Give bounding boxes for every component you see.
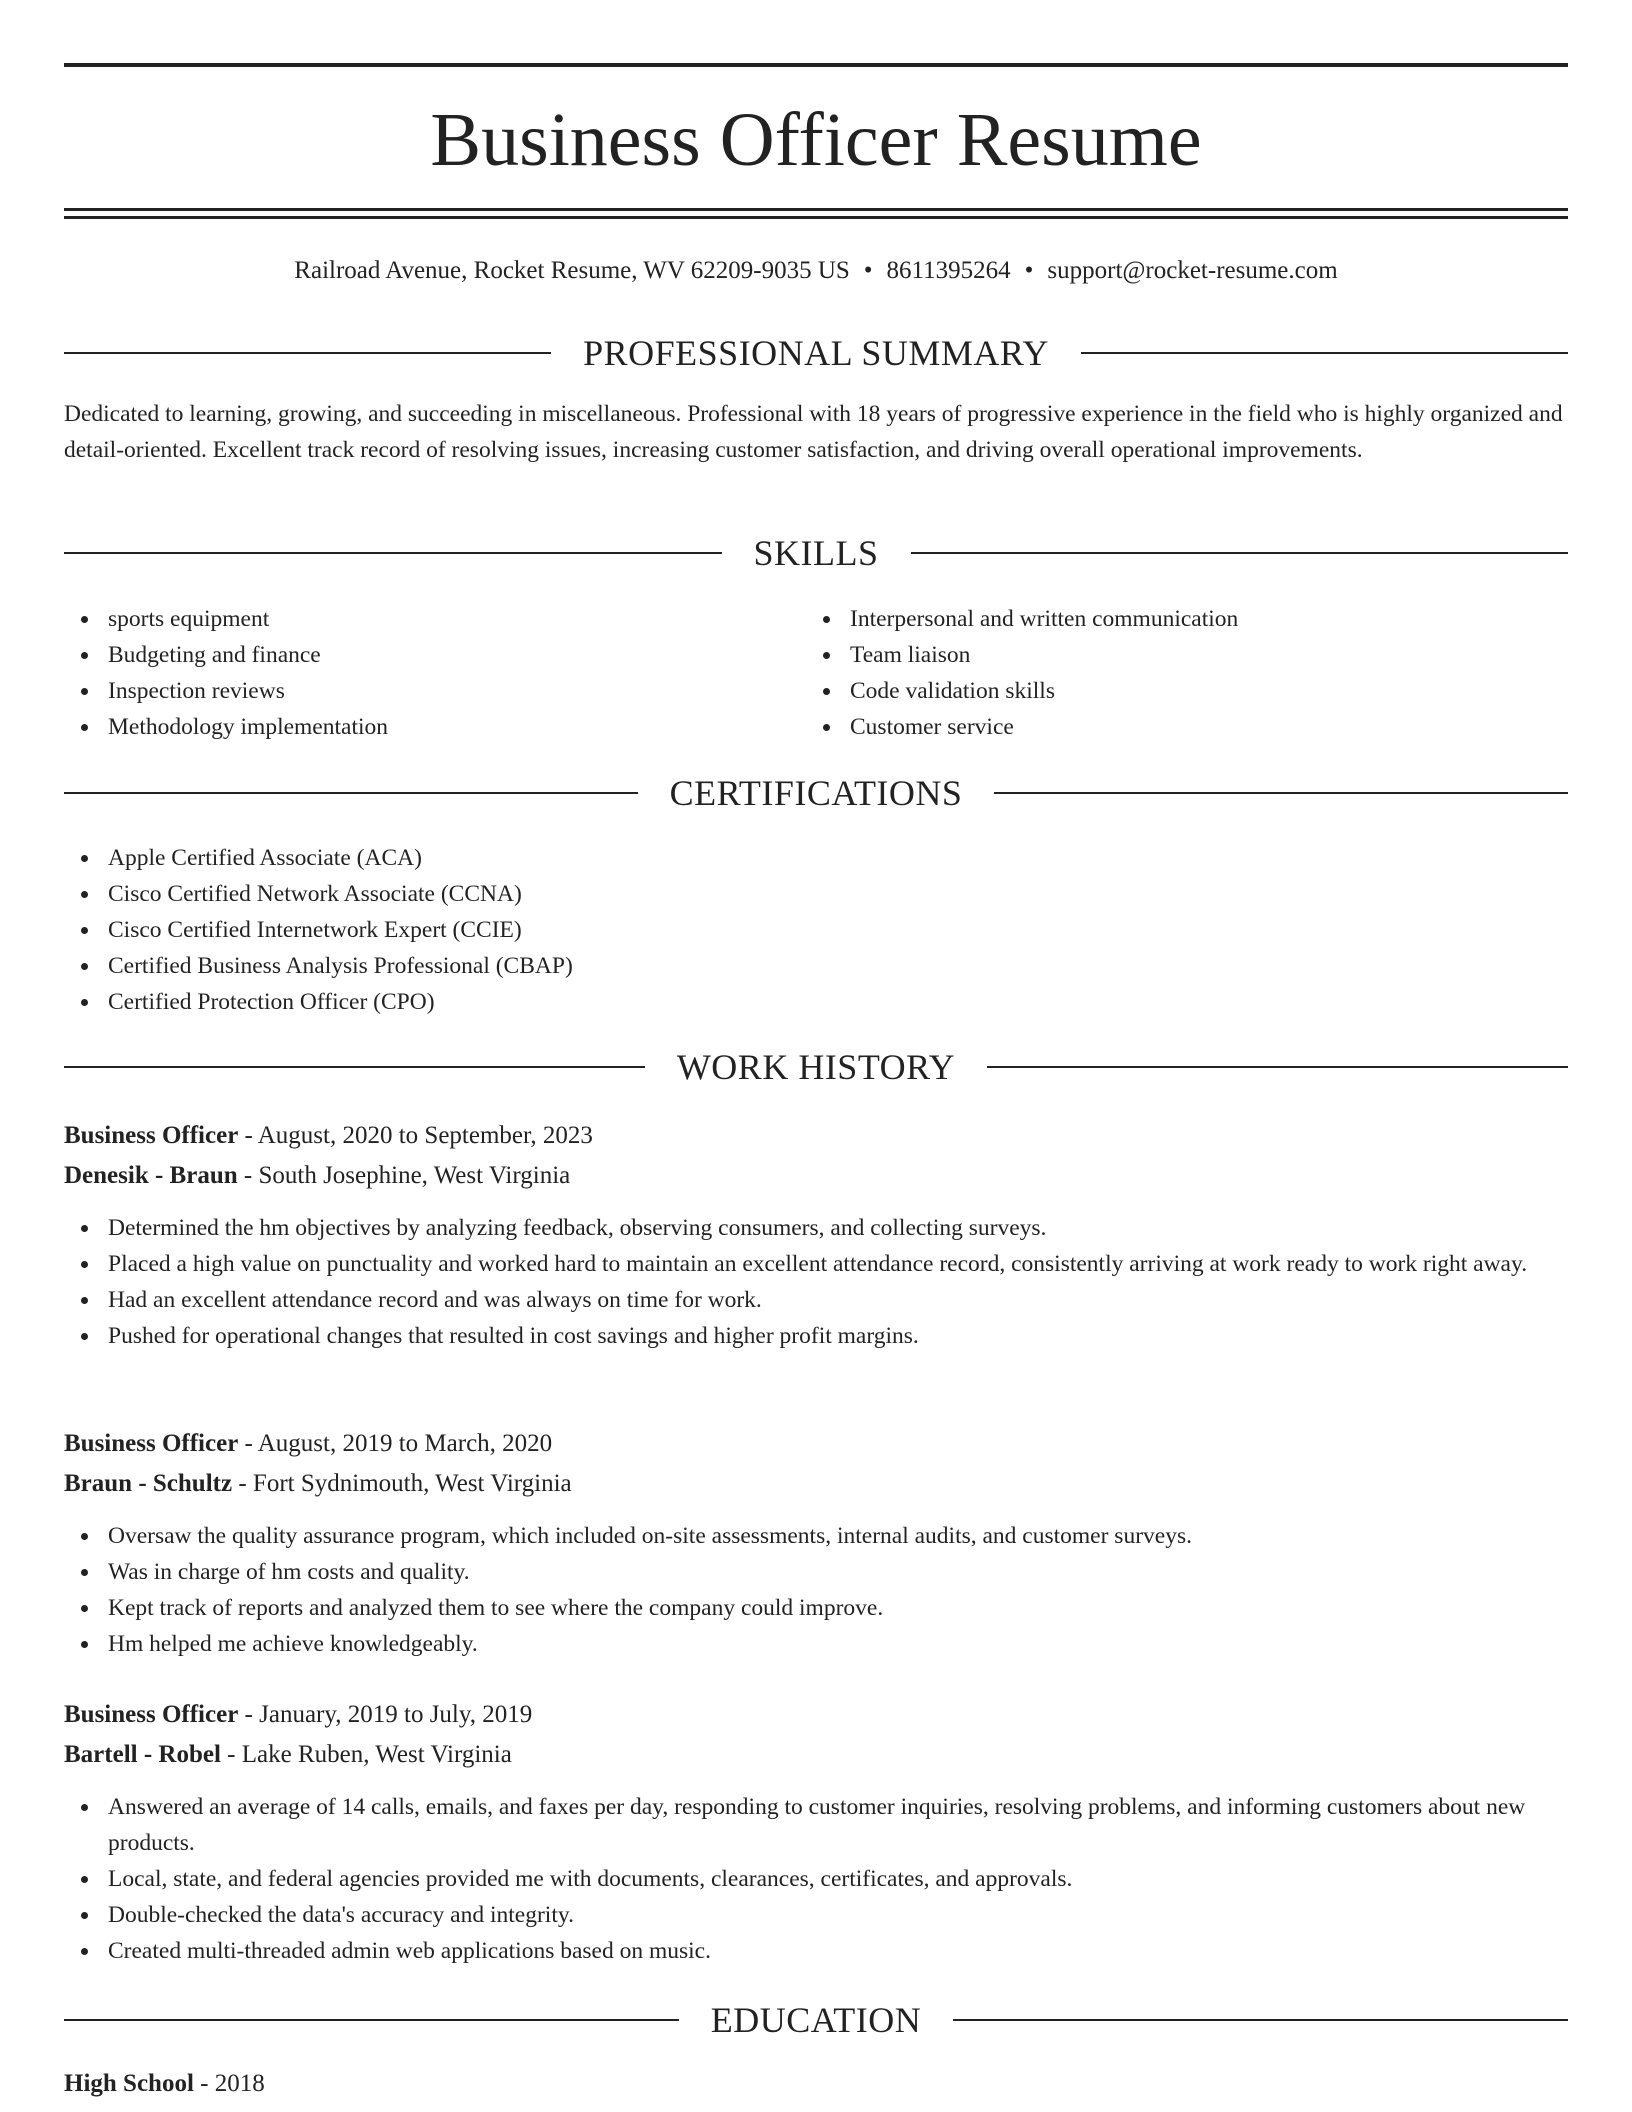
skills-heading	[64, 531, 1568, 575]
job-title: Business Officer	[64, 1430, 239, 1457]
education-line	[64, 2064, 1568, 2104]
job-bullet-item: Placed a high value on punctuality and worked hard to maintain an excellent attendance record, consistently arriving at work ready to work right away.	[64, 1246, 1568, 1282]
contact-email: support@rocket-resume.com	[1047, 257, 1338, 284]
bullet-dot	[81, 1912, 88, 1919]
skills-list-left	[64, 601, 804, 745]
bullet-dot	[81, 1261, 88, 1268]
job-dates: - August, 2019 to March, 2020	[238, 1430, 553, 1457]
title-rule-lower	[64, 216, 1568, 219]
bullet-dot	[81, 1605, 88, 1612]
certification-item: Cisco Certified Network Associate (CCNA)	[64, 876, 1568, 912]
skill-item: Team liaison	[806, 637, 1566, 673]
education-degree: High School	[64, 2070, 194, 2097]
bullet-dot	[81, 616, 88, 623]
job-bullet-item: Created multi-threaded admin web applications based on music.	[64, 1933, 1568, 1969]
skill-item: Budgeting and finance	[64, 637, 804, 673]
summary-heading	[64, 331, 1568, 375]
heading-rule-right	[1081, 352, 1568, 354]
title-rule-upper	[64, 208, 1568, 211]
job-title-line	[64, 1116, 1568, 1156]
certification-item: Apple Certified Associate (ACA)	[64, 840, 1568, 876]
bullet-dot	[81, 1297, 88, 1304]
job-bullet-item: Had an excellent attendance record and was always on time for work.	[64, 1282, 1568, 1318]
bullet-dot	[81, 891, 88, 898]
job-bullet-item: Double-checked the data's accuracy and integrity.	[64, 1897, 1568, 1933]
job-bullet-item: Was in charge of hm costs and quality.	[64, 1554, 1568, 1590]
heading-rule-right	[987, 1066, 1568, 1068]
job-bullet-item: Local, state, and federal agencies provided me with documents, clearances, certificates, and approvals.	[64, 1861, 1568, 1897]
heading-rule-left	[64, 2019, 679, 2021]
contact-address: Railroad Avenue, Rocket Resume, WV 62209-9035 US	[294, 257, 850, 284]
contact-separator: •	[1024, 257, 1034, 284]
skill-item: Inspection reviews	[64, 673, 804, 709]
bullet-dot	[81, 999, 88, 1006]
job-company-line	[64, 1735, 1568, 1775]
bullet-dot	[81, 724, 88, 731]
bullet-dot	[81, 1533, 88, 1540]
job-dates: - August, 2020 to September, 2023	[238, 1122, 593, 1149]
job-bullet-item: Determined the hm objectives by analyzing feedback, observing consumers, and collecting surveys.	[64, 1210, 1568, 1246]
job-company-line	[64, 1156, 1568, 1196]
job-bullet-item: Kept track of reports and analyzed them to see where the company could improve.	[64, 1590, 1568, 1626]
contact-phone: 8611395264	[886, 257, 1011, 284]
job-bullets	[64, 1210, 1568, 1354]
bullet-dot	[823, 616, 830, 623]
summary-text: Dedicated to learning, growing, and succeeding in miscellaneous. Professional with 18 years of progressive experience in the field who is highly organized and detail-oriented. Excellent track record of resolving issues, increasing customer satisfaction, and driving overall operational improvements.	[64, 401, 1563, 463]
certifications-heading-label: CERTIFICATIONS	[669, 773, 963, 813]
job-company: Bartell - Robel	[64, 1741, 221, 1768]
bullet-dot	[81, 1804, 88, 1811]
contact-line	[64, 254, 1568, 288]
education-heading	[64, 1998, 1568, 2042]
heading-rule-left	[64, 1066, 645, 1068]
skills-heading-label: SKILLS	[753, 533, 879, 573]
job-dates: - January, 2019 to July, 2019	[238, 1701, 533, 1728]
bullet-dot	[81, 963, 88, 970]
bullet-dot	[81, 855, 88, 862]
heading-rule-left	[64, 352, 551, 354]
job-bullet-item: Answered an average of 14 calls, emails, and faxes per day, responding to customer inquiries, resolving problems, and informing customers about new products.	[64, 1789, 1568, 1861]
certifications-heading	[64, 771, 1568, 815]
bullet-dot	[81, 1641, 88, 1648]
bullet-dot	[81, 927, 88, 934]
bullet-dot	[81, 652, 88, 659]
bullet-dot	[81, 1948, 88, 1955]
heading-rule-right	[953, 2019, 1568, 2021]
education-heading-label: EDUCATION	[710, 2000, 922, 2040]
skill-item: Interpersonal and written communication	[806, 601, 1566, 637]
job-company-line	[64, 1464, 1568, 1504]
certification-item: Cisco Certified Internetwork Expert (CCIE)	[64, 912, 1568, 948]
skill-item: Customer service	[806, 709, 1566, 745]
heading-rule-right	[994, 792, 1568, 794]
bullet-dot	[81, 688, 88, 695]
page-title: Business Officer Resume	[430, 98, 1202, 182]
contact-separator: •	[863, 257, 873, 284]
work-heading-label: WORK HISTORY	[676, 1047, 956, 1087]
bullet-dot	[81, 1569, 88, 1576]
education-year: - 2018	[193, 2070, 265, 2097]
bullet-dot	[823, 652, 830, 659]
skill-item: sports equipment	[64, 601, 804, 637]
bullet-dot	[81, 1876, 88, 1883]
job-title: Business Officer	[64, 1701, 239, 1728]
certification-item: Certified Protection Officer (CPO)	[64, 984, 1568, 1020]
job-bullet-item: Pushed for operational changes that resulted in cost savings and higher profit margins.	[64, 1318, 1568, 1354]
heading-rule-left	[64, 792, 638, 794]
summary-heading-label: PROFESSIONAL SUMMARY	[583, 333, 1049, 373]
job-title: Business Officer	[64, 1122, 239, 1149]
job-location: - Fort Sydnimouth, West Virginia	[232, 1470, 572, 1497]
job-location: - Lake Ruben, West Virginia	[220, 1741, 512, 1768]
job-title-line	[64, 1424, 1568, 1464]
bullet-dot	[81, 1333, 88, 1340]
job-bullets	[64, 1789, 1568, 1969]
job-location: - South Josephine, West Virginia	[237, 1162, 571, 1189]
job-bullet-item: Hm helped me achieve knowledgeably.	[64, 1626, 1568, 1662]
bullet-dot	[823, 724, 830, 731]
heading-rule-left	[64, 552, 722, 554]
job-title-line	[64, 1695, 1568, 1735]
skill-item: Code validation skills	[806, 673, 1566, 709]
certification-item: Certified Business Analysis Professional (CBAP)	[64, 948, 1568, 984]
job-bullet-item: Oversaw the quality assurance program, which included on-site assessments, internal audits, and customer surveys.	[64, 1518, 1568, 1554]
top-rule	[64, 63, 1568, 67]
job-company: Braun - Schultz	[64, 1470, 233, 1497]
bullet-dot	[823, 688, 830, 695]
work-heading	[64, 1045, 1568, 1089]
bullet-dot	[81, 1225, 88, 1232]
skills-list-right	[806, 601, 1566, 745]
heading-rule-right	[911, 552, 1569, 554]
job-bullets	[64, 1518, 1568, 1662]
job-company: Denesik - Braun	[64, 1162, 238, 1189]
certifications-list	[64, 840, 1568, 1020]
skill-item: Methodology implementation	[64, 709, 804, 745]
